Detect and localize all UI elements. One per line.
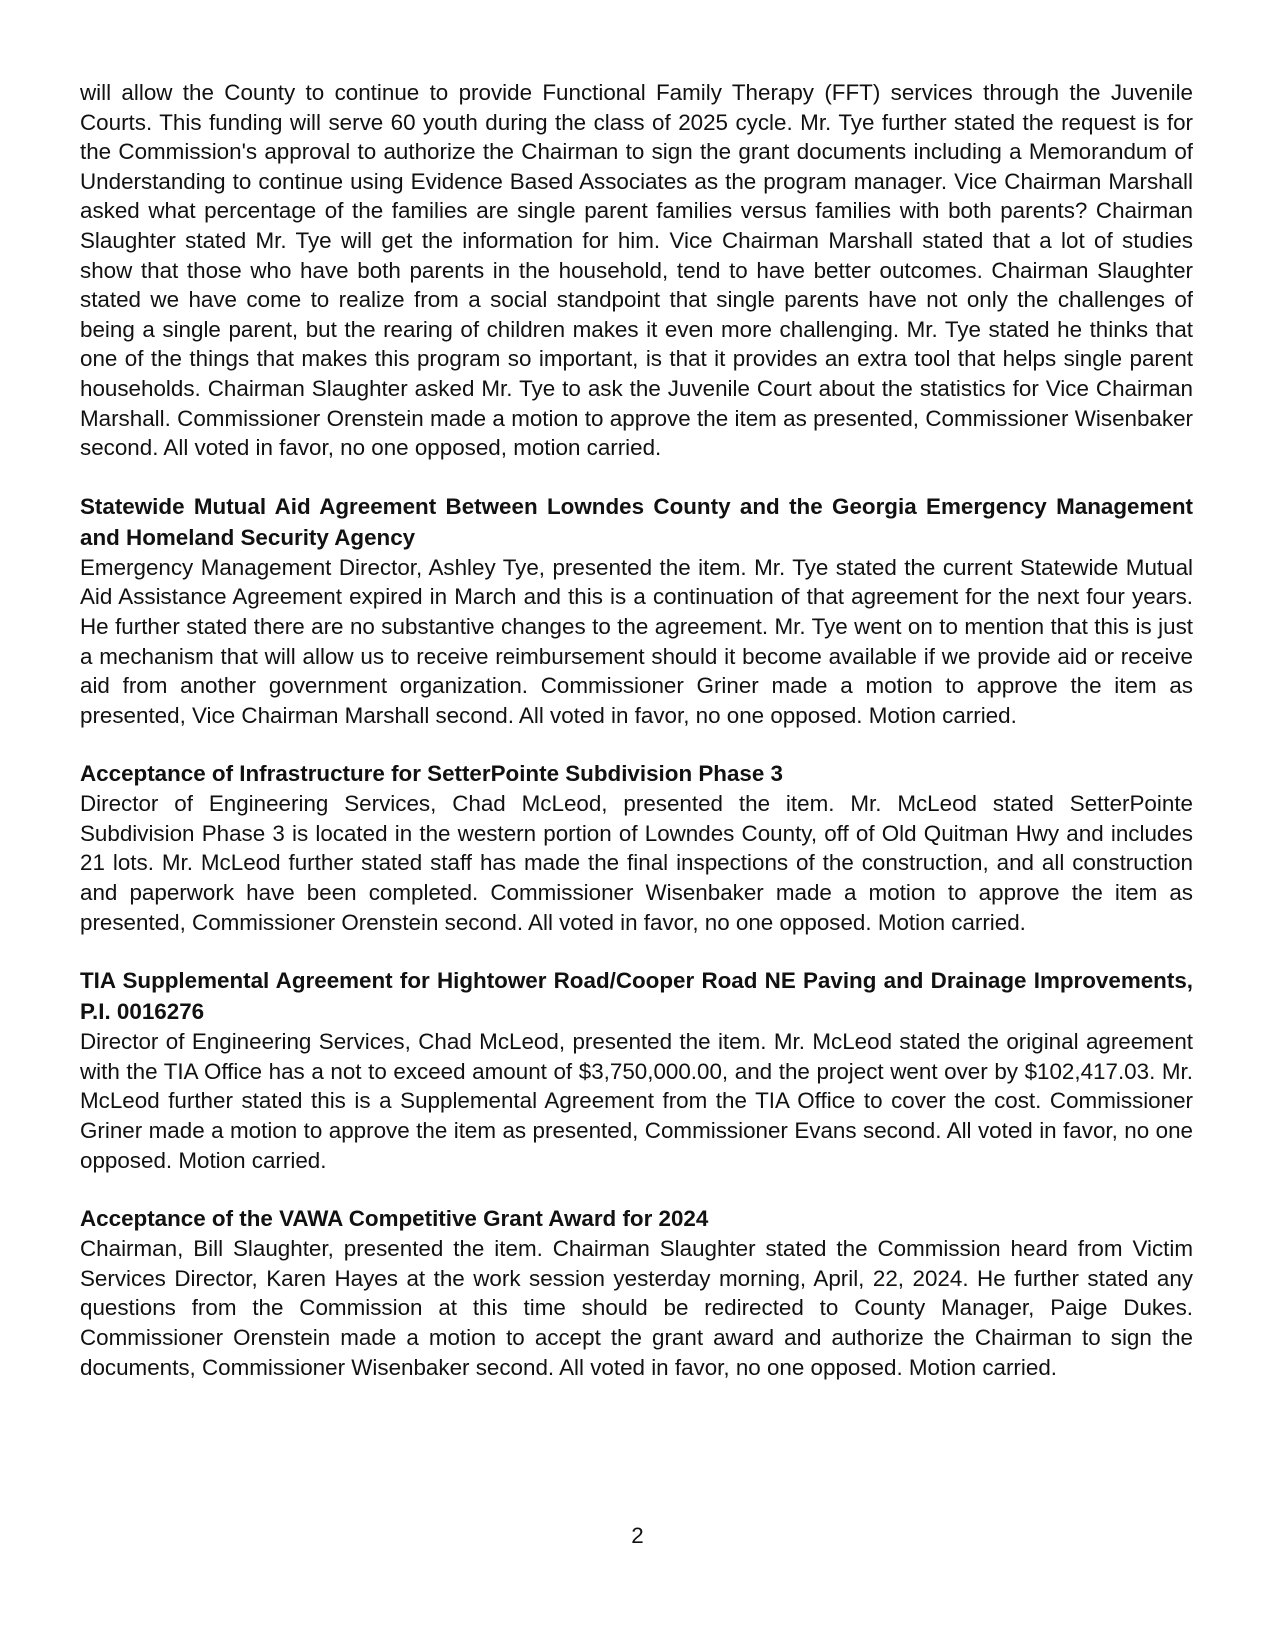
section-body: Chairman, Bill Slaughter, presented the item. Chairman Slaughter stated the Commission heard from Victim Services Director, Karen Hayes at the work session yesterday morning, April, 22, 2024. He further stated any questions from the Commission at this time should be redirected to County Manager, Paige Dukes. Commissioner Orenstein made a motion to accept the grant award and authorize the Chairman to sign the documents, Commissioner Wisenbaker second. All voted in favor, no one opposed. Motion carried. (80, 1236, 1193, 1380)
section-body: Director of Engineering Services, Chad McLeod, presented the item. Mr. McLeod stated the original agreement with the TIA Office has a not to exceed amount of $3,750,000.00, and the project went over by $102,417.03. Mr. McLeod further stated this is a Supplemental Agreement from the TIA Office to cover the cost. Commissioner Griner made a motion to approve the item as presented, Commissioner Evans second. All voted in favor, no one opposed. Motion carried. (80, 1029, 1193, 1173)
section-heading: Acceptance of Infrastructure for SetterPointe Subdivision Phase 3 (80, 761, 783, 787)
section-heading: TIA Supplemental Agreement for Hightower Road/Cooper Road NE Paving and Drainage Improvements, P.I. 0016276 (80, 968, 1193, 1025)
section-body: Emergency Management Director, Ashley Tye, presented the item. Mr. Tye stated the current Statewide Mutual Aid Assistance Agreement expired in March and this is a continuation of that agreement for the next four years. He further stated there are no substantive changes to the agreement. Mr. Tye went on to mention that this is just a mechanism that will allow us to receive reimbursement should it become available if we provide aid or receive aid from another government organization. Commissioner Griner made a motion to approve the item as presented, Vice Chairman Marshall second. All voted in favor, no one opposed. Motion carried. (80, 554, 1193, 728)
section-setterpointe (80, 758, 1193, 937)
intro-paragraph: will allow the County to continue to provide Functional Family Therapy (FFT) services through the Juvenile Courts. This funding will serve 60 youth during the class of 2025 cycle. Mr. Tye further stated the request is for the Commission's approval to authorize the Chairman to sign the grant documents including a Memorandum of Understanding to continue using Evidence Based Associates as the program manager. Vice Chairman Marshall asked what percentage of the families are single parent families versus families with both parents? Chairman Slaughter stated Mr. Tye will get the information for him. Vice Chairman Marshall stated that a lot of studies show that those who have both parents in the household, tend to have better outcomes. Chairman Slaughter stated we have come to realize from a social standpoint that single parents have not only the challenges of being a single parent, but the rearing of children makes it even more challenging. Mr. Tye stated he thinks that one of the things that makes this program so important, is that it provides an extra tool that helps single parent households. Chairman Slaughter asked Mr. Tye to ask the Juvenile Court about the statistics for Vice Chairman Marshall. Commissioner Orenstein made a motion to approve the item as presented, Commissioner Wisenbaker second. All voted in favor, no one opposed, motion carried. (80, 80, 1193, 461)
section-vawa-grant (80, 1203, 1193, 1382)
document-page (80, 78, 1193, 1382)
section-heading: Statewide Mutual Aid Agreement Between Lowndes County and the Georgia Emergency Management and Homeland Security Agency (80, 493, 1193, 550)
section-mutual-aid (80, 491, 1193, 731)
page-number: 2 (631, 1523, 644, 1548)
section-heading: Acceptance of the VAWA Competitive Grant Award for 2024 (80, 1206, 709, 1232)
section-tia-agreement (80, 965, 1193, 1175)
section-body: Director of Engineering Services, Chad McLeod, presented the item. Mr. McLeod stated SetterPointe Subdivision Phase 3 is located in the western portion of Lowndes County, off of Old Quitman Hwy and includes 21 lots. Mr. McLeod further stated staff has made the final inspections of the construction, and all construction and paperwork have been completed. Commissioner Wisenbaker made a motion to approve the item as presented, Commissioner Orenstein second. All voted in favor, no one opposed. Motion carried. (80, 791, 1193, 935)
